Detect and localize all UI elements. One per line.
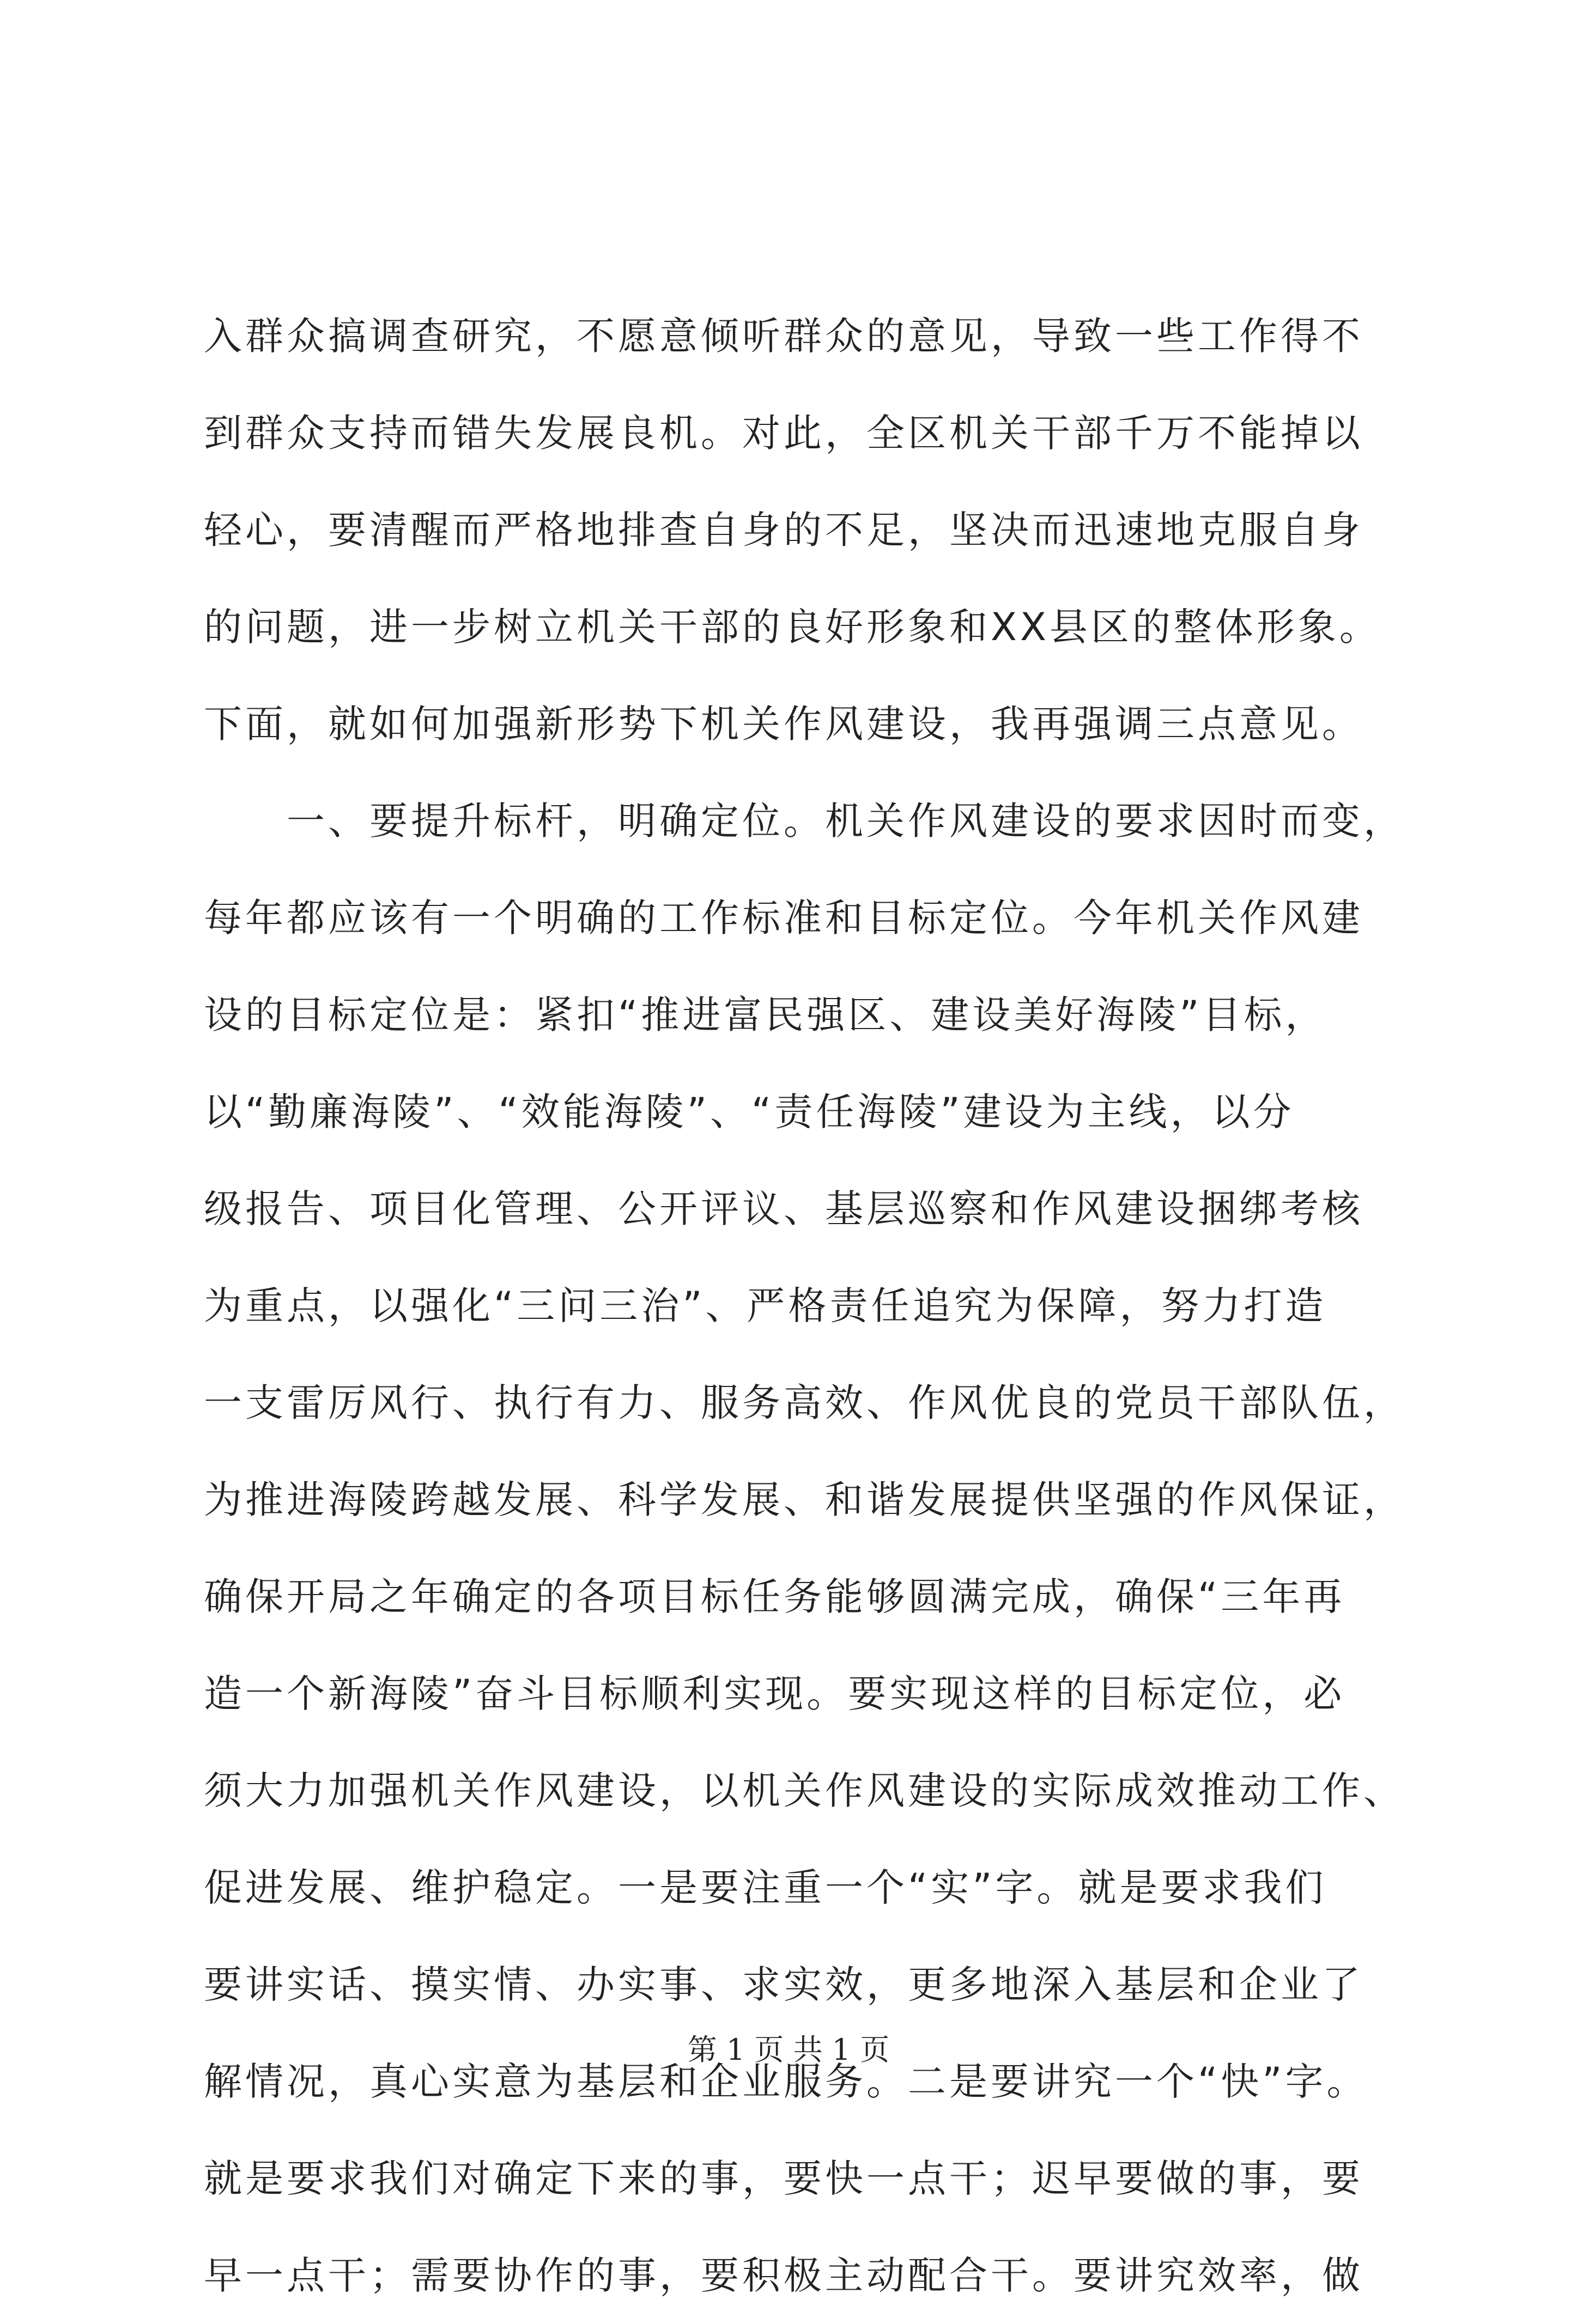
text-line-19: 解情况，真心实意为基层和企业服务。二是要讲究一个“快”字。 — [204, 2059, 1368, 2104]
text-line-21: 早一点干；需要协作的事，要积极主动配合干。要讲究效率，做 — [204, 2253, 1363, 2298]
text-line-15: 造一个新海陵”奋斗目标顺利实现。要实现这样的目标定位，必 — [204, 1671, 1345, 1716]
text-line-11: 为重点，以强化“三问三治”、严格责任追究为保障，努力打造 — [204, 1283, 1327, 1328]
page-footer — [0, 2027, 1577, 2069]
text-line-8: 设的目标定位是：紧扣“推进富民强区、建设美好海陵”目标， — [204, 993, 1327, 1037]
text-line-12: 一支雷厉风行、执行有力、服务高效、作风优良的党员干部队伍， — [204, 1380, 1405, 1425]
text-line-7: 每年都应该有一个明确的工作标准和目标定位。今年机关作风建 — [204, 896, 1363, 940]
text-line-2: 到群众支持而错失发展良机。对此，全区机关干部千万不能掉以 — [204, 411, 1363, 455]
text-line-9: 以“勤廉海陵”、“效能海陵”、“责任海陵”建设为主线，以分 — [204, 1090, 1295, 1134]
page-number-label: 第 1 页 共 1 页 — [687, 2033, 890, 2067]
text-line-18: 要讲实话、摸实情、办实事、求实效，更多地深入基层和企业了 — [204, 1962, 1363, 2007]
text-line-17: 促进发展、维护稳定。一是要注重一个“实”字。就是要求我们 — [204, 1865, 1327, 1910]
text-line-6: 一、要提升标杆，明确定位。机关作风建设的要求因时而变， — [287, 799, 1405, 843]
text-line-5: 下面，就如何加强新形势下机关作风建设，我再强调三点意见。 — [204, 702, 1363, 746]
text-line-4: 的问题，进一步树立机关干部的良好形象和XX县区的整体形象。 — [204, 605, 1381, 649]
text-line-13: 为推进海陵跨越发展、科学发展、和谐发展提供坚强的作风保证， — [204, 1477, 1405, 1522]
body-text — [204, 288, 1405, 2324]
text-line-14: 确保开局之年确定的各项目标任务能够圆满完成，确保“三年再 — [204, 1574, 1345, 1619]
text-line-10: 级报告、项目化管理、公开评议、基层巡察和作风建设捆绑考核 — [204, 1187, 1363, 1231]
text-line-1: 入群众搞调查研究，不愿意倾听群众的意见，导致一些工作得不 — [204, 314, 1363, 358]
text-line-3: 轻心，要清醒而严格地排查自身的不足，坚决而迅速地克服自身 — [204, 508, 1363, 552]
text-line-16: 须大力加强机关作风建设，以机关作风建设的实际成效推动工作、 — [204, 1768, 1405, 1813]
text-line-20: 就是要求我们对确定下来的事，要快一点干；迟早要做的事，要 — [204, 2156, 1363, 2201]
